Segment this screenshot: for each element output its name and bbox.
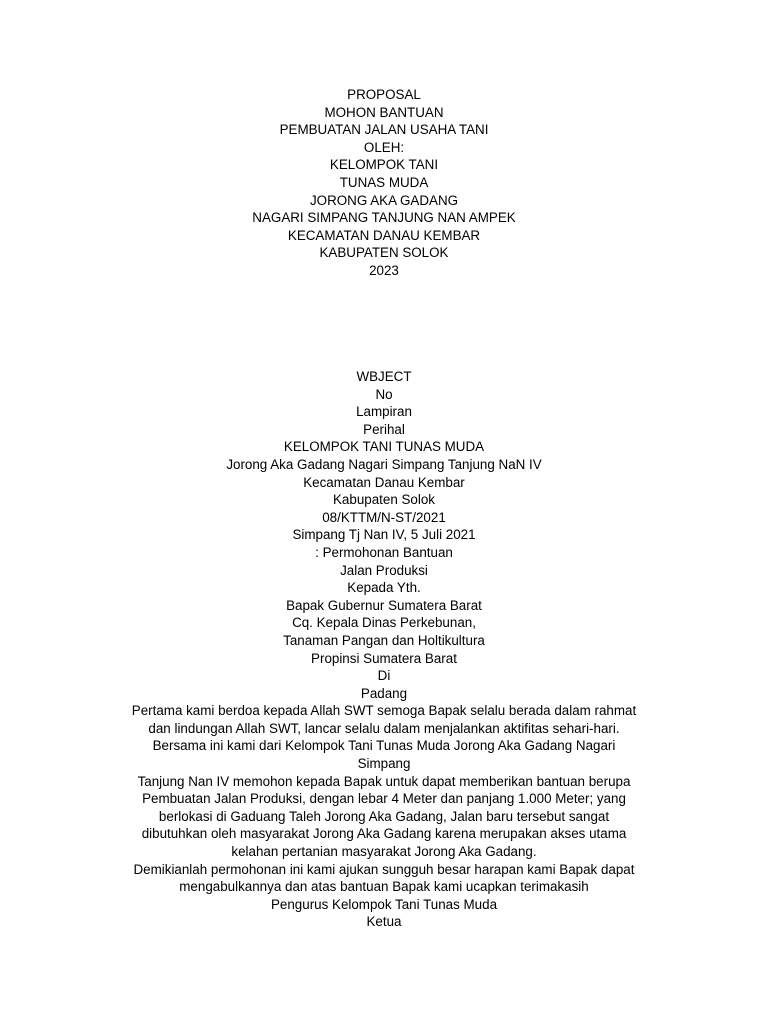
letter-line: mengabulkannya dan atas bantuan Bapak kami ucapkan terimakasih [179,879,589,895]
letter-line: Kecamatan Danau Kembar [303,474,465,490]
letter-line: Pembuatan Jalan Produksi, dengan lebar 4 Meter dan panjang 1.000 Meter; yang [142,791,626,807]
letter-line: Simpang Tj Nan IV, 5 Juli 2021 [292,527,476,543]
letter-line: Demikianlah permohonan ini kami ajukan sungguh besar harapan kami Bapak dapat [133,861,635,877]
letter-line: Bapak Gubernur Sumatera Barat [286,597,482,613]
letter-line: Perihal [363,421,405,437]
title-line: KABUPATEN SOLOK [319,245,449,261]
title-line: PEMBUATAN JALAN USAHA TANI [279,122,489,138]
letter-line: Jalan Produksi [340,562,428,578]
letter-line: Tanjung Nan IV memohon kepada Bapak untuk dapat memberikan bantuan berupa [137,773,631,789]
title-line: NAGARI SIMPANG TANJUNG NAN AMPEK [252,210,516,226]
title-line: TUNAS MUDA [339,174,429,190]
letter-line: Ketua [366,914,402,930]
title-line: KECAMATAN DANAU KEMBAR [287,227,481,243]
letter-line: Di [377,668,391,684]
letter-line: kelahan pertanian masyarakat Jorong Aka Gadang. [231,844,537,860]
letter-line: Bersama ini kami dari Kelompok Tani Tunas Muda Jorong Aka Gadang Nagari [152,738,616,754]
letter-line: Pengurus Kelompok Tani Tunas Muda [270,896,498,912]
letter-line: No [375,386,393,402]
letter-line: WBJECT [356,369,412,384]
letter-line: Jorong Aka Gadang Nagari Simpang Tanjung NaN IV [226,456,542,472]
letter-line: : Permohonan Bantuan [315,544,453,560]
letter-block [0,368,768,931]
letter-line: Propinsi Sumatera Barat [311,650,457,666]
letter-line: Simpang [357,756,411,772]
letter-line: berlokasi di Gaduang Taleh Jorong Aka Gadang, Jalan baru tersebut sangat [158,808,610,824]
letter-line: Pertama kami berdoa kepada Allah SWT semoga Bapak selalu berada dalam rahmat [131,703,637,719]
letter-line: 08/KTTM/N-ST/2021 [322,509,446,525]
title-line: MOHON BANTUAN [324,104,444,120]
letter-line: Kepada Yth. [347,580,421,596]
letter-line: Kabupaten Solok [333,492,435,508]
letter-line: Padang [360,685,408,701]
title-line: PROPOSAL [347,87,421,102]
title-block [0,86,768,280]
title-line: 2023 [369,262,399,278]
letter-line: Lampiran [356,404,412,420]
title-line: JORONG AKA GADANG [309,192,459,208]
letter-line: Tanaman Pangan dan Holtikultura [283,632,485,648]
title-line: OLEH: [363,139,405,155]
title-line: KELOMPOK TANI [329,157,439,173]
letter-line: dibutuhkan oleh masyarakat Jorong Aka Gadang karena merupakan akses utama [141,826,627,842]
letter-line: KELOMPOK TANI TUNAS MUDA [283,439,485,455]
letter-line: Cq. Kepala Dinas Perkebunan, [292,615,476,631]
letter-line: dan lindungan Allah SWT, lancar selalu dalam menjalankan aktifitas sehari-hari. [148,720,620,736]
